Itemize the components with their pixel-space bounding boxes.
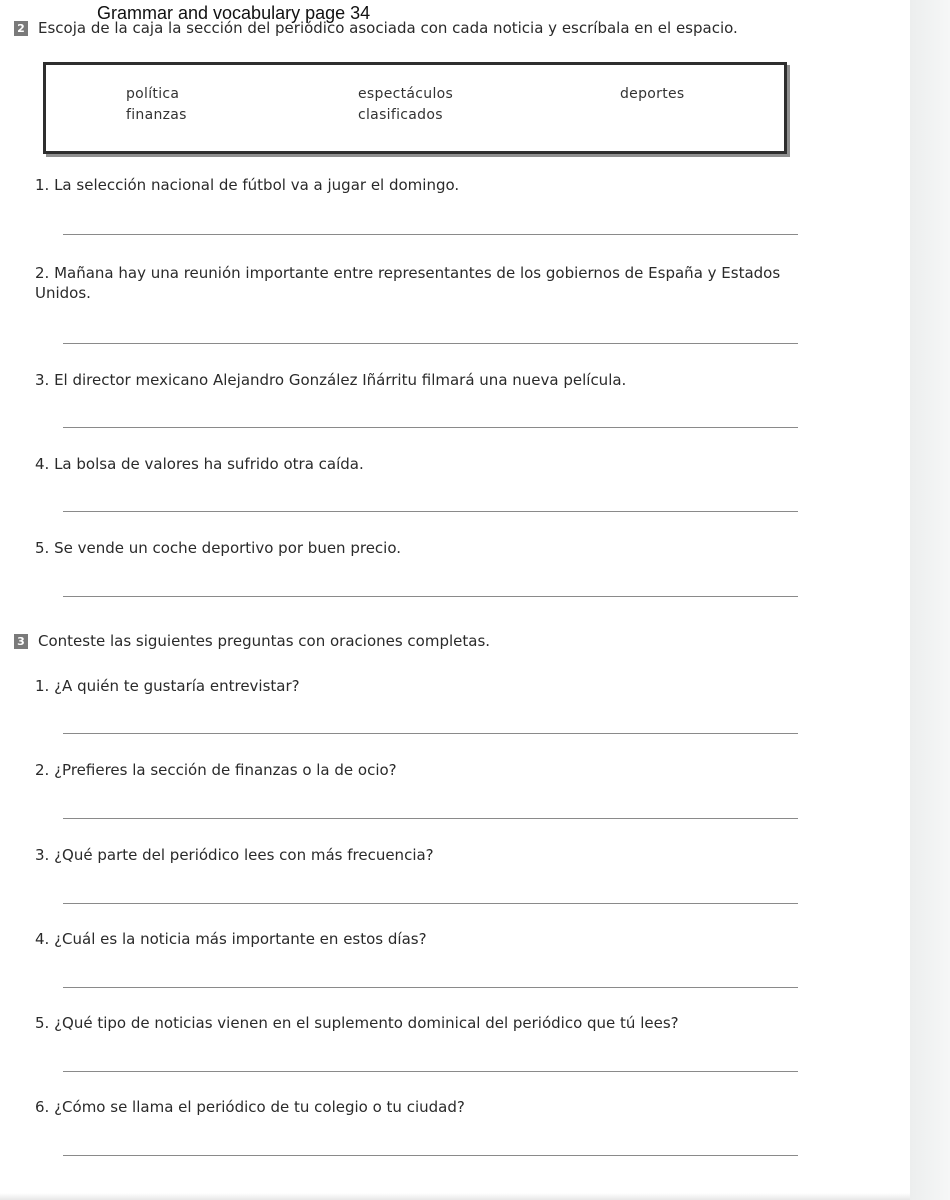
page-title: Grammar and vocabulary page 34 (97, 3, 371, 23)
exercise-2-number: 2 (14, 21, 28, 36)
exercise-2-item-2: 2. Mañana hay una reunión importante entre representantes de los gobiernos de España y Estados Unidos. (35, 264, 781, 302)
exercise-2-item-4: 4. La bolsa de valores ha sufrido otra caída. (35, 455, 364, 473)
answer-line-2-4[interactable] (63, 511, 798, 512)
exercise-2-item-5: 5. Se vende un coche deportivo por buen precio. (35, 539, 402, 557)
exercise-3-instruction: Conteste las siguientes preguntas con oraciones completas. (38, 632, 491, 650)
answer-line-3-1[interactable] (63, 733, 798, 734)
answer-line-3-2[interactable] (63, 818, 798, 819)
exercise-2-item-1: 1. La selección nacional de fútbol va a jugar el domingo. (35, 176, 460, 194)
answer-line-3-5[interactable] (63, 1071, 798, 1072)
page-bottom-edge (0, 1193, 910, 1200)
answer-line-2-1[interactable] (63, 234, 798, 235)
answer-line-3-6[interactable] (63, 1155, 798, 1156)
word-box-item: deportes (620, 86, 685, 102)
answer-line-2-3[interactable] (63, 427, 798, 428)
exercise-3-item-1: 1. ¿A quién te gustaría entrevistar? (35, 677, 300, 695)
word-box-item: finanzas (126, 107, 187, 123)
answer-line-2-5[interactable] (63, 596, 798, 597)
exercise-2-instruction: Escoja de la caja la sección del periódico asociada con cada noticia y escríbala en el espacio. (38, 19, 738, 37)
page-edge-shadow (910, 0, 950, 1200)
exercise-2-item-3: 3. El director mexicano Alejandro González Iñárritu filmará una nueva película. (35, 371, 627, 389)
exercise-3-item-2: 2. ¿Prefieres la sección de finanzas o la de ocio? (35, 761, 397, 779)
exercise-3-number: 3 (14, 634, 28, 649)
word-box (43, 62, 787, 154)
exercise-3-item-4: 4. ¿Cuál es la noticia más importante en estos días? (35, 930, 427, 948)
exercise-3-header (14, 632, 490, 650)
word-box-item: política (126, 86, 180, 102)
exercise-3-item-6: 6. ¿Cómo se llama el periódico de tu colegio o tu ciudad? (35, 1098, 465, 1116)
exercise-3-item-3: 3. ¿Qué parte del periódico lees con más frecuencia? (35, 846, 434, 864)
answer-line-3-3[interactable] (63, 903, 798, 904)
word-box-item: espectáculos (358, 86, 454, 102)
answer-line-2-2[interactable] (63, 343, 798, 344)
word-box-item: clasificados (358, 107, 443, 123)
answer-line-3-4[interactable] (63, 987, 798, 988)
exercise-3-item-5: 5. ¿Qué tipo de noticias vienen en el suplemento dominical del periódico que tú lees? (35, 1014, 679, 1032)
